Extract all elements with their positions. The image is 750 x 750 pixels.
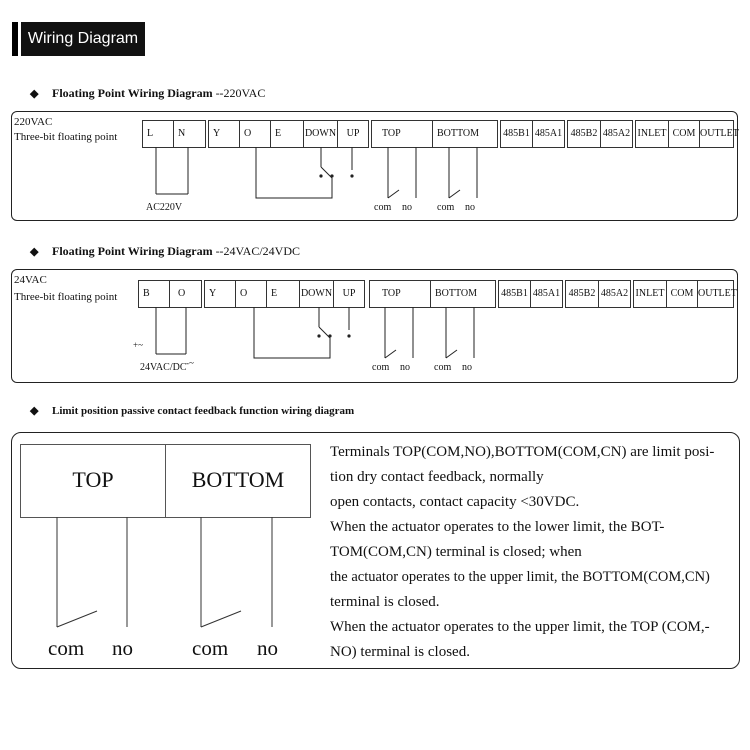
terminal-top: TOP: [382, 128, 401, 139]
big-bottom-no-label: no: [257, 636, 278, 660]
terminal-485b1: 485B1: [501, 288, 528, 299]
desc-line: the actuator operates to the upper limit, the BOTTOM(COM,CN): [330, 569, 710, 585]
terminal-b: B: [143, 288, 150, 299]
desc-line: NO) terminal is closed.: [330, 644, 470, 660]
bottom-no-label: no: [462, 362, 472, 373]
terminal-up: UP: [346, 128, 360, 139]
section3-title: Limit position passive contact feedback function wiring diagram: [52, 405, 355, 417]
diamond-bullet-icon: ◆: [30, 405, 39, 417]
desc-line: Terminals TOP(COM,NO),BOTTOM(COM,CN) are limit posi-: [330, 444, 715, 460]
top-no-label: no: [402, 202, 412, 213]
section2-title: Floating Point Wiring Diagram: [52, 244, 213, 258]
desc-line: open contacts, contact capacity <30VDC.: [330, 494, 580, 510]
terminal-e: E: [275, 128, 282, 139]
terminal-485b2: 485B2: [570, 128, 598, 139]
terminal-485b1: 485B1: [503, 128, 530, 139]
terminal-top: TOP: [382, 288, 401, 299]
terminal-o: O: [178, 288, 186, 299]
terminal-com: COM: [672, 128, 696, 139]
desc-line: terminal is closed.: [330, 594, 440, 610]
terminal-485a2: 485A2: [600, 288, 629, 299]
terminal-485a1: 485A1: [532, 288, 561, 299]
top-no-label: no: [400, 362, 410, 373]
terminal-down: DOWN: [300, 288, 333, 299]
terminal-o: O: [244, 128, 252, 139]
desc-line: When the actuator operates to the upper limit, the TOP (COM,-: [330, 619, 710, 635]
diamond-bullet-icon: ◆: [30, 246, 39, 258]
mode-label: Three-bit floating point: [14, 291, 118, 303]
big-terminal-bottom: BOTTOM: [165, 444, 311, 518]
terminal-485a1: 485A1: [534, 128, 563, 139]
voltage-label: 24VAC: [14, 274, 47, 286]
section2-subtitle: --24VAC/24VDC: [215, 244, 301, 258]
desc-line: When the actuator operates to the lower limit, the BOT-: [330, 519, 665, 535]
bottom-no-label: no: [465, 202, 475, 213]
bottom-com-label: com: [434, 362, 452, 373]
terminal-y: Y: [209, 288, 217, 299]
plus-label: +~: [133, 340, 143, 350]
terminal-bottom: BOTTOM: [437, 128, 480, 139]
supply-label: 24VAC/DC: [140, 362, 187, 373]
terminal-down: DOWN: [304, 128, 337, 139]
bottom-com-label: com: [437, 202, 455, 213]
section1-subtitle: --220VAC: [215, 86, 266, 100]
desc-line: tion dry contact feedback, normally: [330, 469, 544, 485]
terminal-e: E: [271, 288, 278, 299]
terminal-inlet: INLET: [637, 128, 667, 139]
diamond-bullet-icon: ◆: [30, 88, 39, 100]
terminal-l: L: [147, 128, 154, 139]
mode-label: Three-bit floating point: [14, 131, 118, 143]
top-com-label: com: [374, 202, 392, 213]
big-top-no-label: no: [112, 636, 133, 660]
desc-line: TOM(COM,CN) terminal is closed; when: [330, 544, 582, 560]
top-com-label: com: [372, 362, 390, 373]
terminal-outlet: OUTLET: [700, 128, 739, 139]
terminal-com: COM: [670, 288, 694, 299]
section1-title: Floating Point Wiring Diagram: [52, 86, 213, 100]
terminal-up: UP: [342, 288, 356, 299]
terminal-outlet: OUTLET: [698, 288, 737, 299]
terminal-485b2: 485B2: [568, 288, 596, 299]
big-bottom-com-label: com: [192, 636, 229, 660]
terminal-bottom: BOTTOM: [435, 288, 478, 299]
terminal-485a2: 485A2: [602, 128, 631, 139]
terminal-y: Y: [213, 128, 221, 139]
page-title: Wiring Diagram: [21, 22, 145, 56]
terminal-n: N: [178, 128, 186, 139]
terminal-o: O: [240, 288, 248, 299]
big-terminal-top: TOP: [20, 444, 166, 518]
minus-label: -~: [186, 358, 194, 368]
supply-label: AC220V: [146, 202, 183, 213]
big-top-com-label: com: [48, 636, 85, 660]
voltage-label: 220VAC: [14, 116, 53, 128]
limit-feedback-description: [330, 440, 725, 665]
terminal-inlet: INLET: [635, 288, 665, 299]
